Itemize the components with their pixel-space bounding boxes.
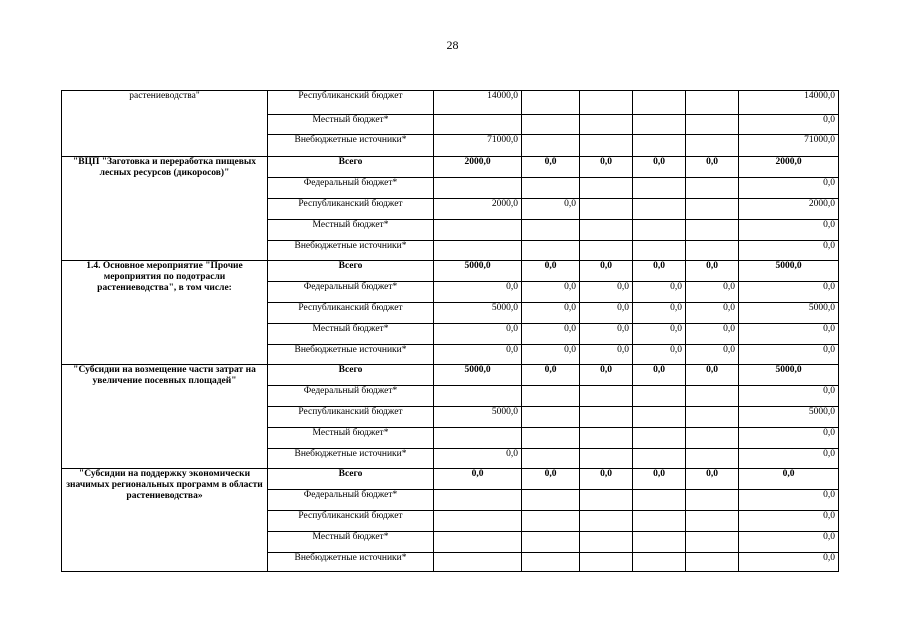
year-value-cell [633,449,686,469]
funding-source: Всего [268,261,434,282]
budget-table [61,90,839,572]
year-value-cell: 0,0 [633,157,686,178]
total-value-cell: 0,0 [739,324,839,345]
year-value-cell: 0,0 [580,469,633,490]
total-value-cell: 0,0 [739,511,839,532]
total-value-cell: 0,0 [739,469,839,490]
year-value-cell [522,532,580,553]
funding-source: Внебюджетные источники* [268,241,434,261]
year-value-cell [580,428,633,449]
year-value-cell [434,511,522,532]
year-value-cell: 0,0 [522,469,580,490]
total-value-cell: 0,0 [739,220,839,241]
year-value-cell: 0,0 [686,282,739,303]
year-value-cell [686,532,739,553]
year-value-cell: 0,0 [633,303,686,324]
funding-source: Местный бюджет* [268,115,434,135]
year-value-cell [522,553,580,572]
total-value-cell: 5000,0 [739,303,839,324]
year-value-cell: 0,0 [522,303,580,324]
year-value-cell [633,199,686,220]
year-value-cell [434,532,522,553]
year-value-cell: 0,0 [633,282,686,303]
table-row-total [62,157,839,178]
table-row [62,91,839,115]
year-value-cell [580,91,633,115]
funding-source: Внебюджетные источники* [268,345,434,365]
year-value-cell [522,241,580,261]
year-value-cell [580,407,633,428]
funding-source: Внебюджетные источники* [268,449,434,469]
year-value-cell [434,220,522,241]
total-value-cell: 0,0 [739,115,839,135]
funding-source: Внебюджетные источники* [268,135,434,157]
year-value-cell: 0,0 [522,199,580,220]
year-value-cell: 5000,0 [434,261,522,282]
funding-source: Федеральный бюджет* [268,386,434,407]
year-value-cell [522,490,580,511]
funding-source: Республиканский бюджет [268,91,434,115]
year-value-cell: 0,0 [633,365,686,386]
funding-source: Республиканский бюджет [268,303,434,324]
year-value-cell [633,220,686,241]
year-value-cell [434,553,522,572]
year-value-cell [580,511,633,532]
funding-source: Федеральный бюджет* [268,490,434,511]
year-value-cell: 0,0 [434,282,522,303]
total-value-cell: 5000,0 [739,365,839,386]
funding-source: Местный бюджет* [268,220,434,241]
year-value-cell: 0,0 [686,469,739,490]
year-value-cell: 5000,0 [434,365,522,386]
total-value-cell: 2000,0 [739,157,839,178]
year-value-cell: 0,0 [686,324,739,345]
year-value-cell: 0,0 [686,345,739,365]
funding-source: Всего [268,365,434,386]
year-value-cell [686,241,739,261]
year-value-cell [522,178,580,199]
year-value-cell: 0,0 [522,157,580,178]
year-value-cell [686,199,739,220]
year-value-cell [580,178,633,199]
year-value-cell [686,553,739,572]
page-number: 28 [446,38,459,52]
year-value-cell [580,135,633,157]
funding-source: Всего [268,157,434,178]
year-value-cell [434,386,522,407]
year-value-cell [633,511,686,532]
year-value-cell [580,220,633,241]
year-value-cell [633,532,686,553]
total-value-cell: 5000,0 [739,261,839,282]
budget-table-body [62,91,839,572]
year-value-cell [522,428,580,449]
year-value-cell [686,449,739,469]
total-value-cell: 14000,0 [739,91,839,115]
year-value-cell [580,532,633,553]
year-value-cell: 0,0 [434,449,522,469]
funding-source: Республиканский бюджет [268,511,434,532]
measure-name: 1.4. Основное мероприятие "Прочие мероприятия по подотрасли растениеводства", в том числе: [62,261,268,365]
measure-name: "Субсидии на поддержку экономически значимых региональных программ в области растениеводства» [62,469,268,572]
measure-name: "ВЦП "Заготовка и переработка пищевых лесных ресурсов (дикоросов)" [62,157,268,261]
total-value-cell: 71000,0 [739,135,839,157]
year-value-cell: 0,0 [580,282,633,303]
year-value-cell [686,428,739,449]
year-value-cell: 0,0 [686,303,739,324]
year-value-cell [580,199,633,220]
year-value-cell [633,490,686,511]
year-value-cell: 0,0 [522,282,580,303]
year-value-cell [580,241,633,261]
year-value-cell: 5000,0 [434,407,522,428]
year-value-cell: 0,0 [633,324,686,345]
year-value-cell [580,553,633,572]
year-value-cell [522,407,580,428]
funding-source: Внебюджетные источники* [268,553,434,572]
year-value-cell: 2000,0 [434,199,522,220]
funding-source: Всего [268,469,434,490]
year-value-cell [522,511,580,532]
year-value-cell: 2000,0 [434,157,522,178]
year-value-cell: 0,0 [633,469,686,490]
year-value-cell [686,178,739,199]
total-value-cell: 0,0 [739,490,839,511]
year-value-cell [633,241,686,261]
year-value-cell [580,449,633,469]
year-value-cell [633,178,686,199]
measure-name: "Субсидии на возмещение части затрат на увеличение посевных площадей" [62,365,268,469]
year-value-cell: 71000,0 [434,135,522,157]
year-value-cell [522,386,580,407]
funding-source: Республиканский бюджет [268,199,434,220]
year-value-cell [580,490,633,511]
year-value-cell: 0,0 [633,261,686,282]
year-value-cell [522,115,580,135]
year-value-cell: 0,0 [580,157,633,178]
year-value-cell: 0,0 [580,303,633,324]
total-value-cell: 0,0 [739,178,839,199]
year-value-cell: 14000,0 [434,91,522,115]
total-value-cell: 0,0 [739,282,839,303]
year-value-cell [633,91,686,115]
year-value-cell: 0,0 [522,345,580,365]
year-value-cell [686,386,739,407]
year-value-cell [686,135,739,157]
year-value-cell: 0,0 [434,469,522,490]
funding-source: Местный бюджет* [268,532,434,553]
year-value-cell [580,386,633,407]
year-value-cell [434,241,522,261]
year-value-cell [686,220,739,241]
table-row-total [62,469,839,490]
year-value-cell: 0,0 [580,261,633,282]
year-value-cell [434,115,522,135]
year-value-cell [686,407,739,428]
measure-name: растениеводства" [62,91,268,157]
total-value-cell: 5000,0 [739,407,839,428]
table-row-total [62,261,839,282]
year-value-cell: 0,0 [522,324,580,345]
year-value-cell [633,428,686,449]
total-value-cell: 0,0 [739,449,839,469]
year-value-cell: 0,0 [580,324,633,345]
year-value-cell [580,115,633,135]
year-value-cell [633,553,686,572]
year-value-cell [522,220,580,241]
year-value-cell [686,91,739,115]
year-value-cell [434,490,522,511]
total-value-cell: 0,0 [739,345,839,365]
year-value-cell [522,91,580,115]
year-value-cell: 0,0 [434,324,522,345]
total-value-cell: 0,0 [739,428,839,449]
total-value-cell: 0,0 [739,241,839,261]
funding-source: Республиканский бюджет [268,407,434,428]
year-value-cell [434,178,522,199]
year-value-cell [633,407,686,428]
year-value-cell [633,135,686,157]
year-value-cell [522,449,580,469]
year-value-cell [522,135,580,157]
funding-source: Местный бюджет* [268,324,434,345]
year-value-cell: 0,0 [633,345,686,365]
year-value-cell: 0,0 [686,261,739,282]
year-value-cell: 0,0 [434,345,522,365]
year-value-cell: 5000,0 [434,303,522,324]
total-value-cell: 0,0 [739,532,839,553]
year-value-cell [633,115,686,135]
year-value-cell [686,115,739,135]
total-value-cell: 0,0 [739,386,839,407]
year-value-cell [686,511,739,532]
total-value-cell: 0,0 [739,553,839,572]
year-value-cell: 0,0 [686,365,739,386]
funding-source: Федеральный бюджет* [268,178,434,199]
year-value-cell [633,386,686,407]
funding-source: Федеральный бюджет* [268,282,434,303]
year-value-cell: 0,0 [522,365,580,386]
year-value-cell: 0,0 [580,345,633,365]
year-value-cell [434,428,522,449]
year-value-cell [686,490,739,511]
total-value-cell: 2000,0 [739,199,839,220]
year-value-cell: 0,0 [686,157,739,178]
funding-source: Местный бюджет* [268,428,434,449]
table-row-total [62,365,839,386]
year-value-cell: 0,0 [522,261,580,282]
year-value-cell: 0,0 [580,365,633,386]
